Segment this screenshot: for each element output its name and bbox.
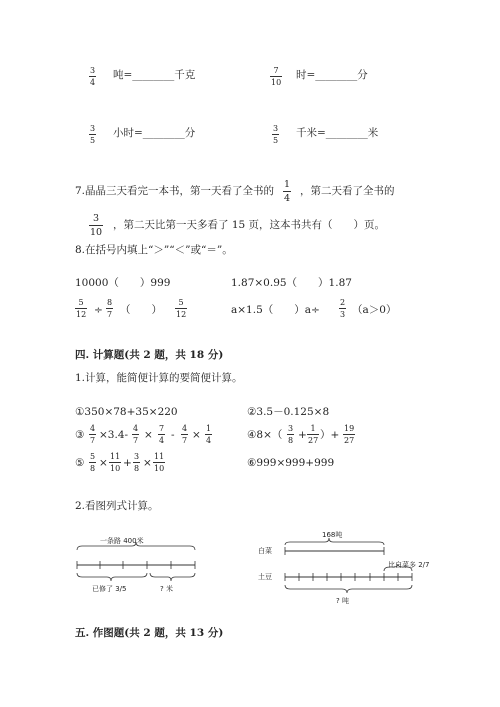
operator: ）+ [320, 429, 340, 441]
expression-label: ③ [75, 429, 85, 441]
question-8-title: 8.在括号内填上“＞”“＜”或“＝”。 [75, 244, 233, 256]
fraction: 11 10 [110, 452, 121, 473]
fraction: 2 3 [340, 298, 346, 319]
fill-in-text: 千米=________米 [296, 127, 379, 139]
fraction: 4 7 [133, 424, 139, 445]
diagram-label: 比白菜多 2/7 [388, 561, 430, 569]
compare-item: a×1.5（ ）a÷ [231, 304, 320, 316]
diagram-label: ? 吨 [336, 597, 349, 605]
compare-item: （a＞0） [352, 304, 397, 316]
fraction: 8 7 [107, 298, 113, 319]
operator: × [144, 429, 153, 441]
fraction: 5 8 [90, 452, 96, 473]
fraction: 3 5 [273, 124, 279, 145]
sub-question: 2.看图列式计算。 [75, 500, 159, 512]
expression: ④8×（ [247, 429, 283, 441]
operator: × [99, 457, 108, 469]
fraction: 19 27 [344, 424, 355, 445]
question-7-text: 7.晶晶三天看完一本书，第一天看了全书的 [75, 185, 275, 197]
diagram-label: 已修了 3/5 [92, 585, 127, 593]
fraction: 1 4 [284, 179, 291, 204]
operator: + [123, 457, 132, 469]
diagram-label: 白菜 [258, 547, 272, 555]
expression: ②3.5－0.125×8 [247, 406, 330, 418]
fraction: 5 12 [176, 298, 187, 319]
diagram-label: 168吨 [322, 531, 343, 539]
answer-paren: （ ） [120, 304, 162, 316]
fraction: 3 4 [90, 66, 96, 87]
compare-item: 10000（ ）999 [75, 277, 171, 289]
fraction: 3 8 [134, 452, 140, 473]
operator: × [192, 429, 201, 441]
vegetable-diagram [280, 535, 420, 605]
compare-item: 1.87×0.95（ ）1.87 [231, 277, 352, 289]
fraction: 7 10 [271, 66, 282, 87]
question-7-text: ，第二天比第一天多看了 15 页，这本书共有（ ）页。 [113, 219, 386, 231]
fraction: 3 5 [90, 124, 96, 145]
operator: - [171, 429, 175, 441]
fraction: 7 4 [159, 424, 165, 445]
fraction: 3 10 [90, 213, 103, 238]
fraction: 1 4 [206, 424, 212, 445]
diagram-label: 一条路 400米 [100, 537, 144, 545]
section-heading: 五. 作图题(共 2 题，共 13 分) [75, 627, 224, 639]
operator: + [298, 429, 307, 441]
fraction: 1 27 [308, 424, 319, 445]
operator: ÷ [94, 304, 103, 316]
section-heading: 四. 计算题(共 2 题，共 18 分) [75, 349, 224, 361]
expression: ⑥999×999+999 [247, 457, 335, 469]
diagram-label: 土豆 [258, 573, 272, 581]
fraction: 4 7 [90, 424, 96, 445]
fraction: 11 10 [154, 452, 165, 473]
operator: × [143, 457, 152, 469]
operator: ×3.4- [99, 429, 129, 441]
fill-in-text: 时=________分 [296, 69, 368, 81]
fraction: 3 8 [288, 424, 294, 445]
fill-in-text: 小时=________分 [113, 127, 196, 139]
fraction: 4 7 [182, 424, 188, 445]
expression: ①350×78+35×220 [75, 406, 178, 418]
expression-label: ⑤ [75, 457, 85, 469]
sub-question: 1.计算，能简便计算的要简便计算。 [75, 372, 243, 384]
fill-in-text: 吨=________千克 [113, 69, 196, 81]
question-7-text: ，第二天看了全书的 [300, 185, 395, 197]
diagram-label: ? 米 [160, 585, 173, 593]
vegetable-diagram-svg [280, 535, 420, 605]
fraction: 5 12 [76, 298, 87, 319]
